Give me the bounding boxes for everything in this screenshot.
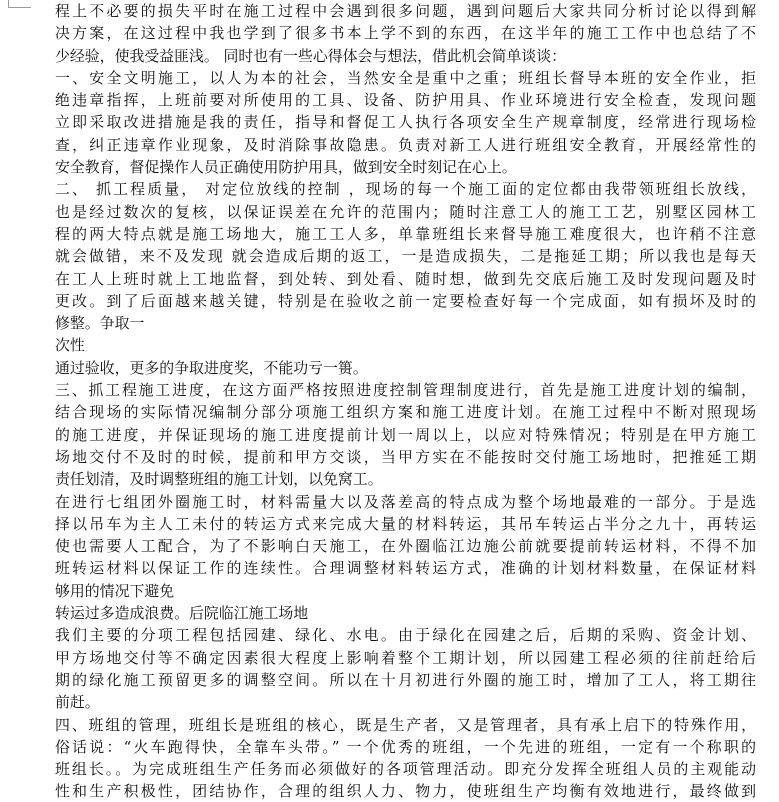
text-line: 场地交付不及时的时候，提前和甲方交谈，当甲方实在不能按时交付施工场地时，把推延工期	[55, 447, 756, 466]
text-line: 四、班组的管理，班组长是班组的核心，既是生产者，又是管理者，具有承上启下的特殊作用，	[55, 715, 756, 734]
text-line: 结合现场的实际情况编制分部分项施工组织方案和施工进度计划。在施工过程中不断对照现场	[55, 403, 756, 422]
text-line: 次性	[55, 336, 85, 355]
text-line: 更改。到了后面越来越关键，特别是在验收之前一定要检查好每一个完成面，如有损坏及时的	[55, 291, 756, 310]
text-line: 在工人上班时就上工地监督，到处转、到处看、随时想，做到先交底后施工及时发现问题及时	[55, 269, 756, 288]
text-line: 程上不必要的损失平时在施工过程中会遇到很多问题，遇到问题后大家共同分析讨论以得到解	[55, 2, 756, 20]
text-line: 性和生产积极性，团结协作，合理的组织人力、物力，使班组生产均衡有效地进行，最终做到	[55, 782, 756, 801]
text-line: 前赶。	[55, 693, 100, 712]
text-line: 责任划清，及时调整班组的施工计划，以免窝工。	[55, 470, 383, 489]
text-line: 期的绿化施工预留更多的调整空间。所以在十月初进行外圈的施工时，增加了工人，将工期往	[55, 670, 756, 689]
text-line: 我们主要的分项工程包括园建、绿化、水电。由于绿化在园建之后，后期的采购、资金计划、	[55, 626, 756, 645]
text-line: 决方案，在这过程中我也学到了很多书本上学不到的东西，在这半年的施工工作中也总结了不	[55, 24, 756, 43]
text-line: 就会做错，来不及发现 就会造成后期的返工，一是造成损失，二是拖延工期；所以我也是每天	[55, 247, 756, 266]
text-line: 班组长。。为完成班组生产任务而必须做好的各项管理活动。即充分发挥全班组人员的主观能动	[55, 760, 756, 779]
text-line: 的施工进度，并保证现场的施工进度提前计划一周以上，以应对特殊情况；特别是在甲方施工	[55, 425, 756, 444]
text-line: 通过验收，更多的争取进度奖，不能功亏一篑。	[55, 358, 368, 377]
text-line: 俗话说：“火车跑得快，全靠车头带。” 一个优秀的班组，一个先进的班组，一定有一个称职的	[55, 737, 756, 756]
text-line: 程的两大特点就是施工场地大，施工工人多，单靠班组长来督导施工难度很大，也许稍不注意	[55, 224, 756, 243]
page-corner-mark	[8, 0, 31, 8]
text-line: 使也需要人工配合，为了不影响白天施工，在外圈临江边施公前就要提前转运材料，不得不加	[55, 537, 756, 556]
text-line: 三、抓工程施工进度，在这方面严格按照进度控制管理制度进行，首先是施工进度计划的编制，	[55, 381, 756, 400]
text-line: 一、安全文明施工，以人为本的社会，当然安全是重中之重；班组长督导本班的安全作业，拒	[55, 68, 756, 87]
text-line: 择以吊车为主人工未付的转运方式来完成大量的材料转运，其吊车转运占半分之九十，再转运	[55, 514, 756, 533]
text-line: 二、 抓工程质量， 对定位放线的控制 ，现场的每一个施工面的定位都由我带领班组长放线，	[55, 180, 756, 199]
text-line: 立即采取改进措施是我的责任，指导和督促工人执行各项安全生产规章制度，经常进行现场检	[55, 113, 756, 132]
text-line: 够用的情况下避免	[55, 581, 175, 600]
text-line: 转运过多造成浪费。后院临江施工场地	[55, 604, 309, 623]
text-line: 查，纠正违章作业现象，及时消除事故隐患。负责对新工人进行班组安全教育，开展经常性的	[55, 135, 756, 154]
text-line: 在进行七组团外圈施工时，材料需量大以及落差高的特点成为整个场地最难的一部分。于是选	[55, 492, 756, 511]
text-line: 甲方场地交付等不确定因素很大程度上影响着整个工期计划，所以园建工程必须的往前赶给后	[55, 648, 756, 667]
text-line: 班转运材料以保证工作的连续性。合理调整材料转运方式，准确的计划材料数量，在保证材料	[55, 559, 756, 578]
text-line: 安全教育，督促操作人员正确使用防护用具，做到安全时刻记在心上。	[55, 158, 517, 177]
document-body	[55, 0, 756, 802]
text-line: 绝违章指挥，上班前要对所使用的工具、设备、防护用具、作业环境进行安全检查，发现问题	[55, 91, 756, 110]
text-line: 少经验，使我受益匪浅。 同时也有一些心得体会与想法，借此机会简单谈谈：	[55, 46, 567, 65]
text-line: 也是经过数次的复核，以保证误差在允许的范围内；随时注意工人的施工工艺，别墅区园林工	[55, 202, 756, 221]
text-line: 修整。争取一	[55, 314, 145, 333]
